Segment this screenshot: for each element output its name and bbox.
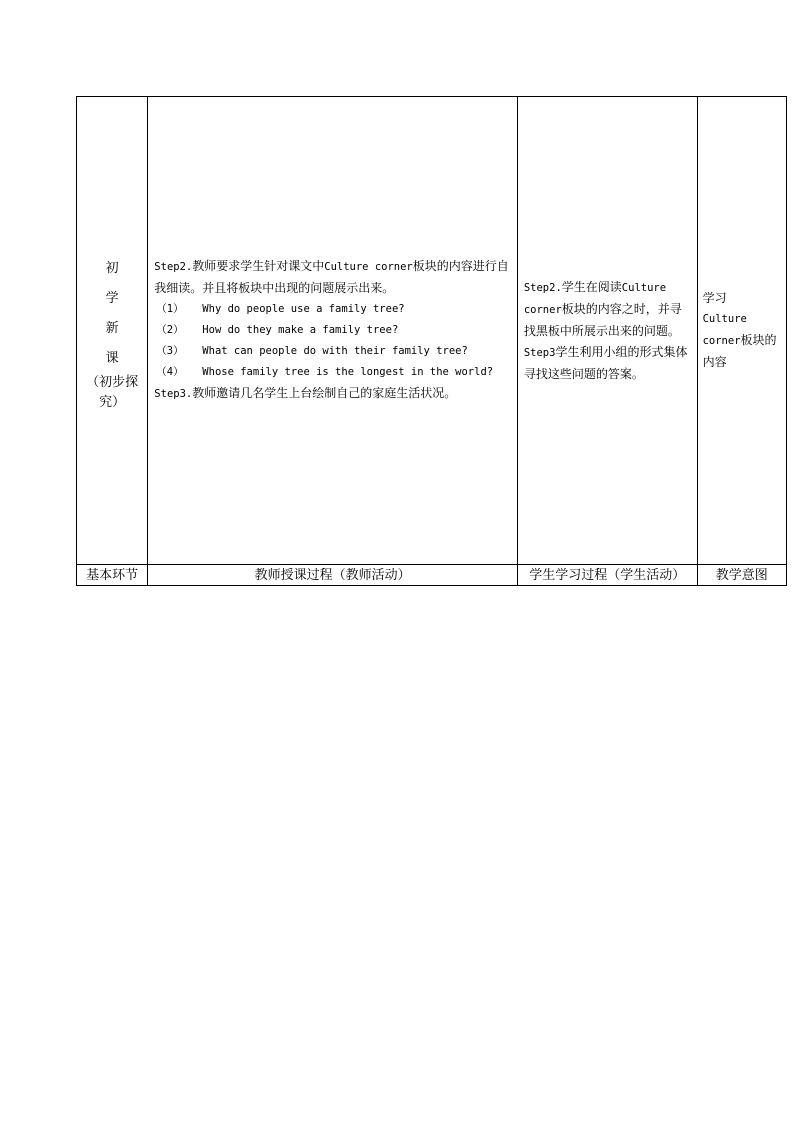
teacher-step2-tail: 板块的内容进行自我细读。并且将板块中出现的问题展示出来。: [154, 259, 509, 295]
student-activity-cell: [517, 97, 697, 565]
student-step3: [518, 342, 697, 385]
question-text: Whose family tree is the longest in the world?: [202, 366, 494, 378]
teacher-step2-label: Step2.: [154, 261, 193, 273]
student-step2: [518, 277, 697, 342]
teacher-intro: [148, 256, 517, 299]
teacher-step3-label: Step3.: [154, 388, 193, 400]
question-number: （1）: [156, 303, 184, 315]
question-number: （3）: [156, 345, 184, 357]
question-item: [154, 320, 511, 341]
column-header-teacher: 教师授课过程（教师活动）: [148, 565, 518, 586]
teacher-step2-en: Culture corner: [324, 261, 413, 273]
header-row: [77, 565, 787, 586]
stage-cell: [77, 97, 148, 565]
stage-char: 初: [105, 260, 119, 276]
student-step2-label: Step2.: [523, 281, 562, 294]
teacher-step3: [148, 383, 517, 405]
purpose-line-a: 学习: [702, 291, 727, 305]
question-text: How do they make a family tree?: [202, 324, 399, 336]
teacher-step3-text: 教师邀请几名学生上台绘制自己的家庭生活状况。: [192, 386, 457, 400]
student-step2-text-b: 板块的内容之时，并寻找黑板中所展示出来的问题。: [523, 301, 682, 338]
question-item: [154, 362, 511, 383]
question-number: （2）: [156, 324, 184, 336]
column-header-stage: 基本环节: [77, 565, 148, 586]
column-header-purpose: 教学意图: [697, 565, 786, 586]
lesson-plan-table: [76, 96, 787, 586]
column-header-student: 学生学习过程（学生活动）: [517, 565, 697, 586]
teacher-step2-text: 教师要求学生针对课文中: [192, 259, 325, 273]
stage-subtitle: （初步探究）: [86, 374, 139, 410]
stage-char: 新: [105, 320, 119, 336]
student-step2-en-a: Culture: [621, 281, 667, 294]
content-row: [77, 97, 787, 565]
student-step2-en-b: corner: [523, 303, 562, 316]
purpose-line-en-a: Culture: [702, 313, 747, 325]
student-step3-text: 学生利用小组的形式集体寻找这些问题的答案。: [523, 344, 688, 381]
stage-char: 学: [105, 290, 119, 306]
stage-char: 课: [105, 350, 119, 366]
purpose-cell: [697, 97, 786, 565]
purpose-text: [698, 288, 786, 373]
student-step3-label: Step3: [523, 346, 556, 359]
purpose-line-en-b: corner: [702, 335, 741, 347]
question-number: （4）: [156, 366, 184, 378]
question-item: [154, 341, 511, 362]
purpose-line-b: 板块的内容: [702, 333, 777, 369]
question-text: What can people do with their family tree?: [202, 345, 468, 357]
student-step2-text-a: 学生在阅读: [561, 279, 622, 294]
question-item: [154, 299, 511, 320]
question-text: Why do people use a family tree?: [202, 303, 405, 315]
question-list: [148, 299, 517, 383]
teacher-activity-cell: [148, 97, 518, 565]
